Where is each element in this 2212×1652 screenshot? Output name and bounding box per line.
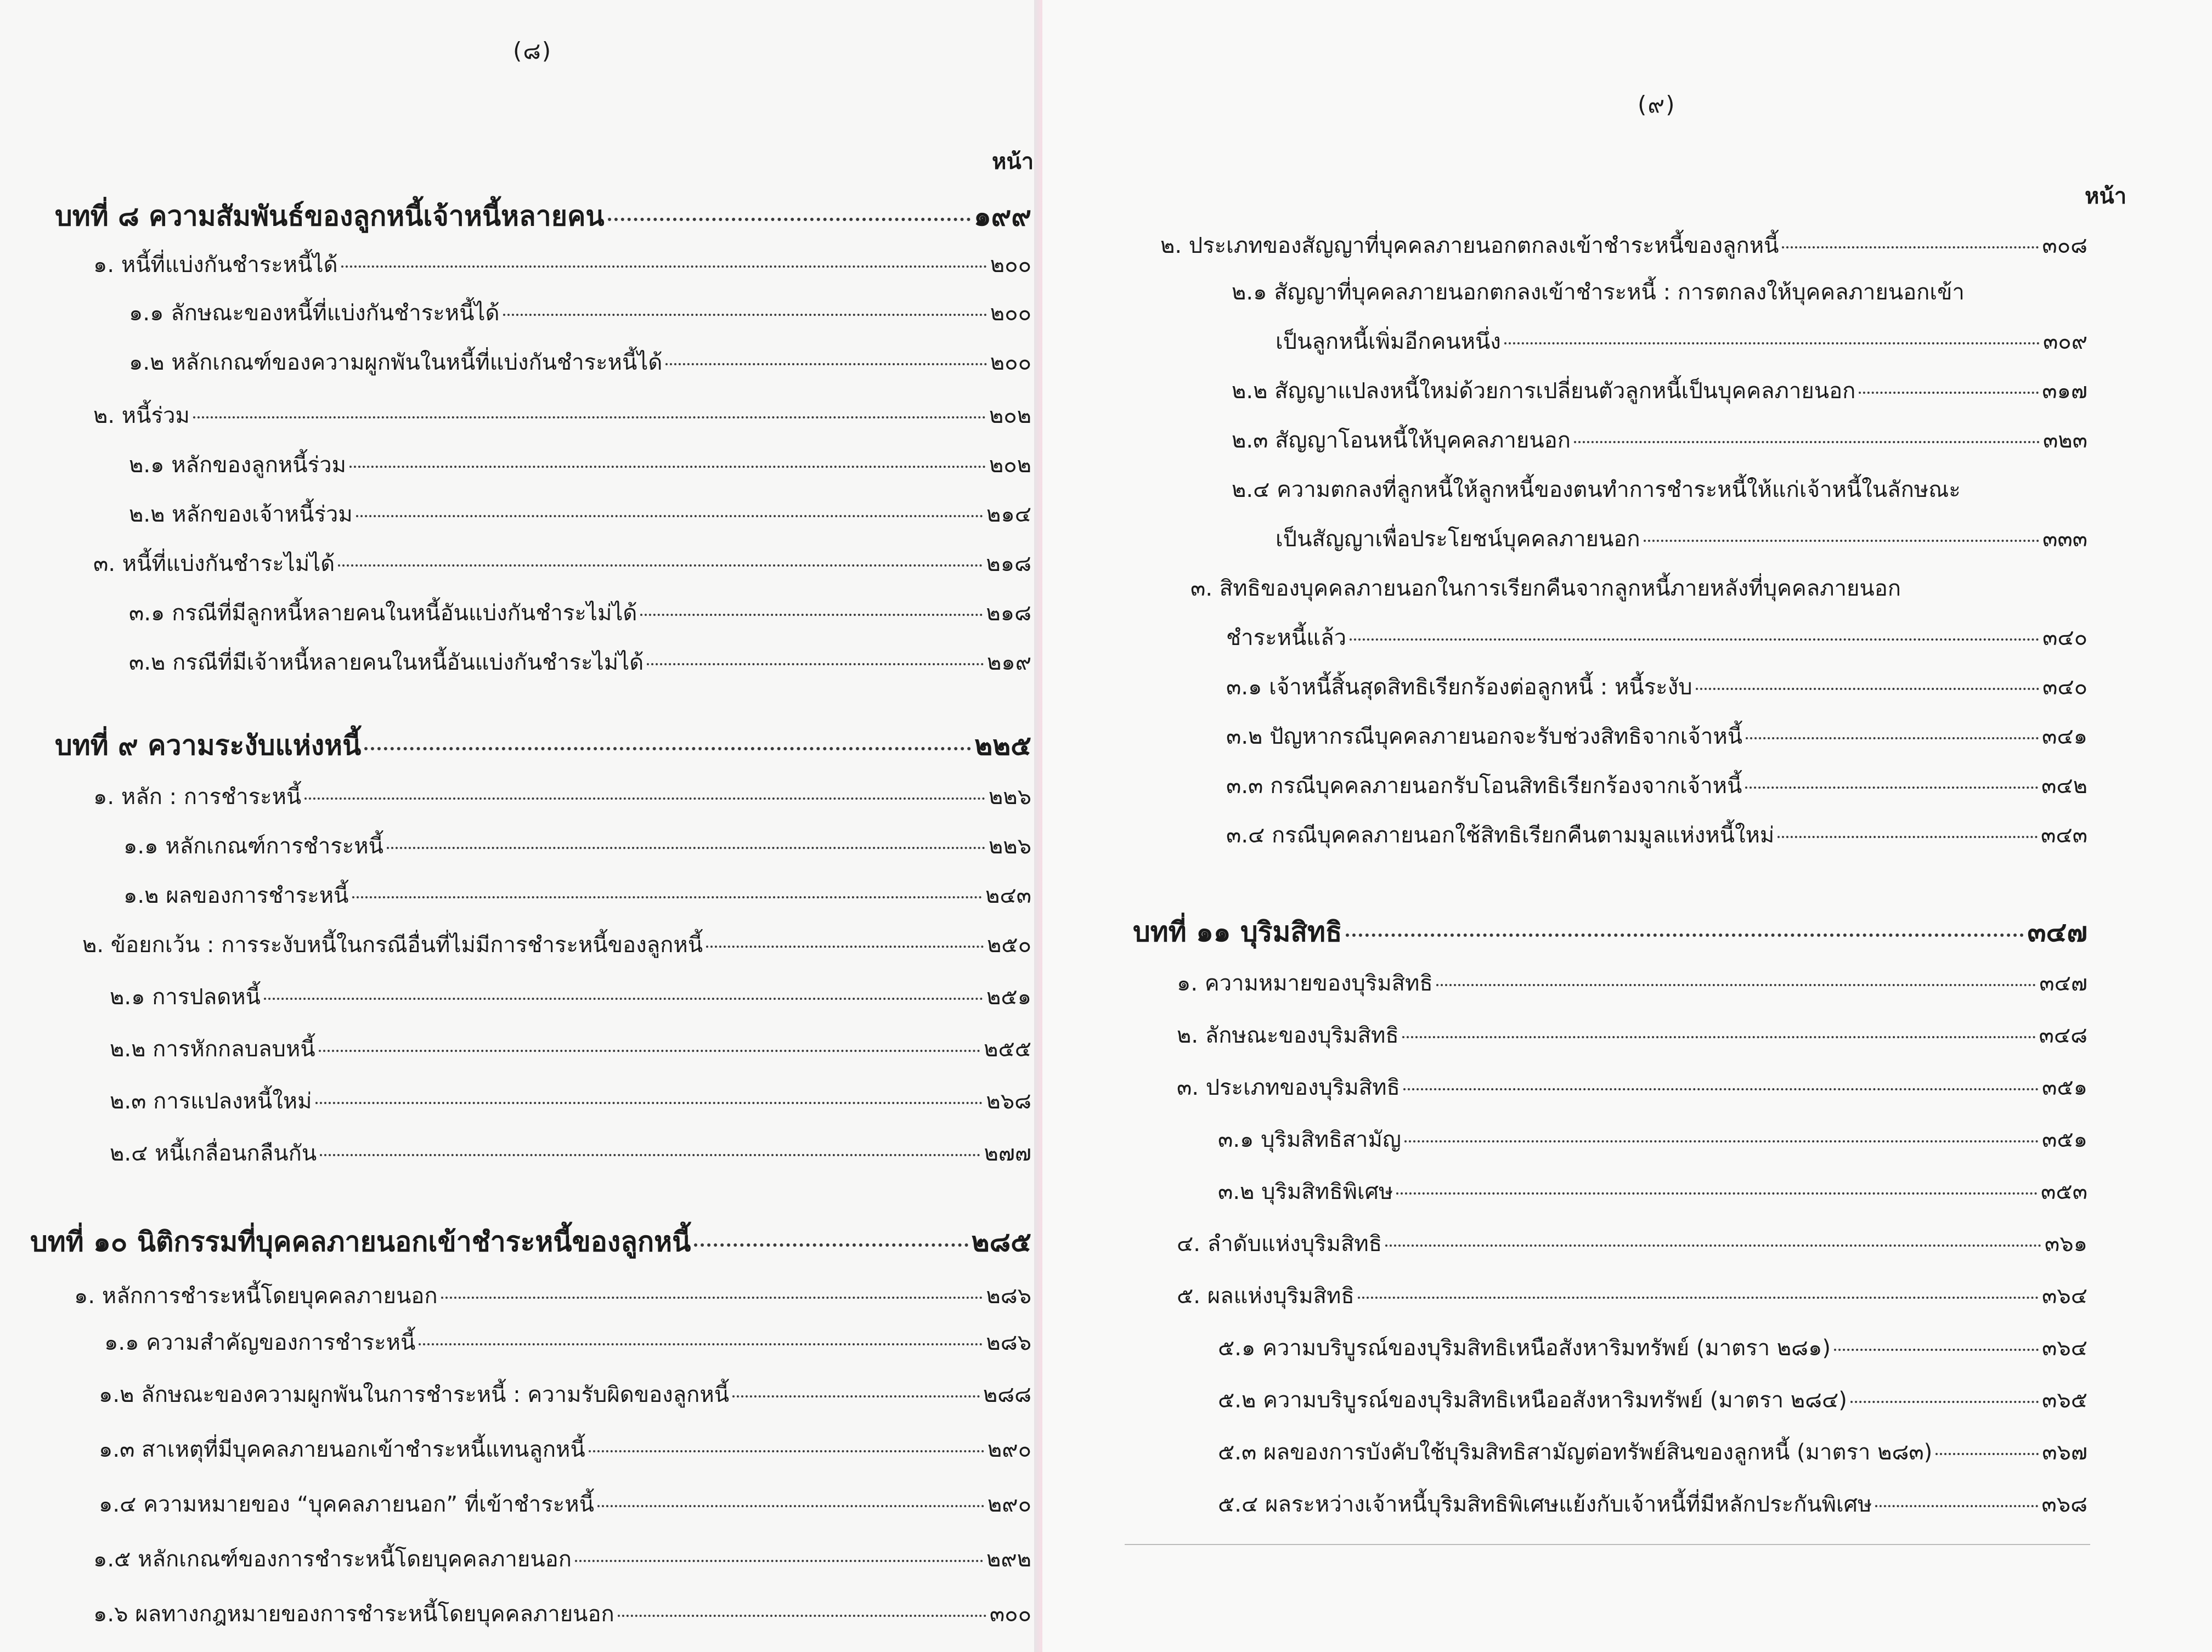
toc-section: ๕. ผลแห่งบุริมสิทธิ ๓๖๔ [1177, 1283, 2087, 1309]
footnote-rule [1125, 1544, 2090, 1545]
page-number: (๘) [513, 37, 552, 64]
toc-subsection: ๓.๔ กรณีบุคคลภายนอกใช้สิทธิเรียกคืนตามมูลแห่งหนี้ใหม่ ๓๔๓ [1226, 823, 2087, 848]
toc-subsection: ๒.๑ การปลดหนี้ ๒๕๑ [110, 985, 1031, 1010]
right-page [1042, 0, 2212, 1652]
toc-subsection: ๕.๒ ความบริบูรณ์ของบุริมสิทธิเหนืออสังหาริมทรัพย์ (มาตรา ๒๘๔) ๓๖๕ [1218, 1388, 2087, 1413]
toc-section: ๑. หลักการชำระหนี้โดยบุคคลภายนอก ๒๘๖ [74, 1283, 1031, 1309]
page-number: (๙) [1638, 91, 1676, 118]
toc-section: ๒. ประเภทของสัญญาที่บุคคลภายนอกตกลงเข้าชำระหนี้ของลูกหนี้ ๓๐๘ [1160, 233, 2087, 258]
toc-subsection: ๑.๔ ความหมายของ “บุคคลภายนอก” ที่เข้าชำระหนี้ ๒๙๐ [99, 1492, 1031, 1517]
toc-subsection: ๑.๑ หลักเกณฑ์การชำระหนี้ ๒๒๖ [123, 834, 1031, 859]
toc-subsection: ๑.๓ สาเหตุที่มีบุคคลภายนอกเข้าชำระหนี้แทนลูกหนี้ ๒๙๐ [99, 1437, 1031, 1462]
table-of-contents [0, 0, 1037, 1652]
toc-chapter: บทที่ ๑๐ นิติกรรมที่บุคคลภายนอกเข้าชำระหนี้ของลูกหนี้ ๒๘๕ [30, 1226, 1031, 1258]
toc-subsection: ๒.๑ หลักของลูกหนี้ร่วม ๒๐๒ [129, 452, 1031, 478]
toc-section: ๓. ประเภทของบุริมสิทธิ ๓๕๑ [1177, 1075, 2087, 1100]
column-header: หน้า [992, 149, 1034, 174]
table-of-contents [1042, 0, 2212, 1652]
toc-chapter: บทที่ ๘ ความสัมพันธ์ของลูกหนี้เจ้าหนี้หลายคน ๑๙๙ [55, 200, 1031, 232]
toc-subsection: ๑.๒ ลักษณะของความผูกพันในการชำระหนี้ : ความรับผิดของลูกหนี้ ๒๘๘ [99, 1382, 1031, 1407]
toc-subsection-continued: เป็นสัญญาเพื่อประโยชน์บุคคลภายนอก ๓๓๓ [1276, 527, 2087, 552]
toc-subsection: ๓.๑ บุริมสิทธิสามัญ ๓๕๑ [1218, 1127, 2087, 1152]
toc-section: ๔. ลำดับแห่งบุริมสิทธิ ๓๖๑ [1177, 1231, 2087, 1257]
toc-section: ๓. หนี้ที่แบ่งกันชำระไม่ได้ ๒๑๘ [93, 551, 1031, 576]
toc-section: ๑. หนี้ที่แบ่งกันชำระหนี้ได้ ๒๐๐ [93, 252, 1031, 278]
toc-section: ๓. สิทธิของบุคคลภายนอกในการเรียกคืนจากลูกหนี้ภายหลังที่บุคคลภายนอก [1190, 576, 1901, 601]
toc-subsection: ๓.๒ บุริมสิทธิพิเศษ ๓๕๓ [1218, 1179, 2087, 1204]
toc-chapter: บทที่ ๙ ความระงับแห่งหนี้ ๒๒๕ [55, 729, 1031, 761]
toc-subsection: ๓.๓ กรณีบุคคลภายนอกรับโอนสิทธิเรียกร้องจากเจ้าหนี้ ๓๔๒ [1226, 773, 2087, 799]
toc-subsection: ๑.๒ ผลของการชำระหนี้ ๒๔๓ [123, 883, 1031, 908]
toc-subsection: ๓.๑ กรณีที่มีลูกหนี้หลายคนในหนี้อันแบ่งกันชำระไม่ได้ ๒๑๘ [129, 601, 1031, 626]
toc-subsection: ๓.๒ กรณีที่มีเจ้าหนี้หลายคนในหนี้อันแบ่งกันชำระไม่ได้ ๒๑๙ [129, 650, 1031, 675]
toc-subsection: ๓.๒ ปัญหากรณีบุคคลภายนอกจะรับช่วงสิทธิจากเจ้าหนี้ ๓๔๑ [1226, 724, 2087, 749]
toc-subsection: ๑.๑ ลักษณะของหนี้ที่แบ่งกันชำระหนี้ได้ ๒๐๐ [129, 301, 1031, 326]
toc-subsection: ๑.๕ หลักเกณฑ์ของการชำระหนี้โดยบุคคลภายนอก ๒๙๒ [93, 1547, 1031, 1572]
toc-subsection-continued: เป็นลูกหนี้เพิ่มอีกคนหนึ่ง ๓๐๙ [1276, 329, 2087, 354]
toc-subsection: ๒.๓ สัญญาโอนหนี้ให้บุคคลภายนอก ๓๒๓ [1232, 428, 2087, 453]
toc-subsection: ๒.๒ หลักของเจ้าหนี้ร่วม ๒๑๔ [129, 502, 1031, 527]
toc-subsection: ๓.๑ เจ้าหนี้สิ้นสุดสิทธิเรียกร้องต่อลูกหนี้ : หนี้ระงับ ๓๔๐ [1226, 675, 2087, 700]
toc-subsection: ๑.๒ หลักเกณฑ์ของความผูกพันในหนี้ที่แบ่งกันชำระหนี้ได้ ๒๐๐ [129, 350, 1031, 375]
toc-subsection: ๕.๔ ผลระหว่างเจ้าหนี้บุริมสิทธิพิเศษแย้งกับเจ้าหนี้ที่มีหลักประกันพิเศษ ๓๖๘ [1218, 1492, 2087, 1517]
toc-section: ๑. ความหมายของบุริมสิทธิ ๓๔๗ [1177, 971, 2087, 996]
toc-section-continued: ชำระหนี้แล้ว ๓๔๐ [1226, 625, 2087, 650]
toc-section: ๑. หลัก : การชำระหนี้ ๒๒๖ [93, 784, 1031, 810]
toc-subsection: ๕.๑ ความบริบูรณ์ของบุริมสิทธิเหนือสังหาริมทรัพย์ (มาตรา ๒๘๑) ๓๖๔ [1218, 1336, 2087, 1361]
toc-subsection: ๒.๔ หนี้เกลื่อนกลืนกัน ๒๗๗ [110, 1141, 1031, 1166]
toc-section: ๒. ข้อยกเว้น : การระงับหนี้ในกรณีอื่นที่ไม่มีการชำระหนี้ของลูกหนี้ ๒๕๐ [82, 932, 1031, 958]
toc-subsection: ๒.๒ การหักกลบลบหนี้ ๒๕๕ [110, 1037, 1031, 1062]
toc-subsection: ๕.๓ ผลของการบังคับใช้บุริมสิทธิสามัญต่อทรัพย์สินของลูกหนี้ (มาตรา ๒๘๓) ๓๖๗ [1218, 1440, 2087, 1465]
toc-section: ๒. หนี้ร่วม ๒๐๒ [93, 403, 1031, 428]
toc-section: ๒. ลักษณะของบุริมสิทธิ ๓๔๘ [1177, 1023, 2087, 1048]
toc-subsection: ๑.๑ ความสำคัญของการชำระหนี้ ๒๘๖ [104, 1330, 1031, 1355]
toc-subsection: ๒.๒ สัญญาแปลงหนี้ใหม่ด้วยการเปลี่ยนตัวลูกหนี้เป็นบุคคลภายนอก ๓๑๗ [1232, 378, 2087, 404]
toc-subsection: ๒.๔ ความตกลงที่ลูกหนี้ให้ลูกหนี้ของตนทำการชำระหนี้ให้แก่เจ้าหนี้ในลักษณะ [1232, 477, 1961, 502]
toc-subsection: ๑.๖ ผลทางกฎหมายของการชำระหนี้โดยบุคคลภายนอก ๓๐๐ [93, 1602, 1031, 1627]
toc-subsection: ๒.๑ สัญญาที่บุคคลภายนอกตกลงเข้าชำระหนี้ : การตกลงให้บุคคลภายนอกเข้า [1232, 280, 1965, 305]
toc-subsection: ๒.๓ การแปลงหนี้ใหม่ ๒๖๘ [110, 1089, 1031, 1114]
left-page [0, 0, 1037, 1652]
column-header: หน้า [2085, 184, 2127, 209]
toc-chapter: บทที่ ๑๑ บุริมสิทธิ ๓๔๗ [1133, 916, 2087, 948]
